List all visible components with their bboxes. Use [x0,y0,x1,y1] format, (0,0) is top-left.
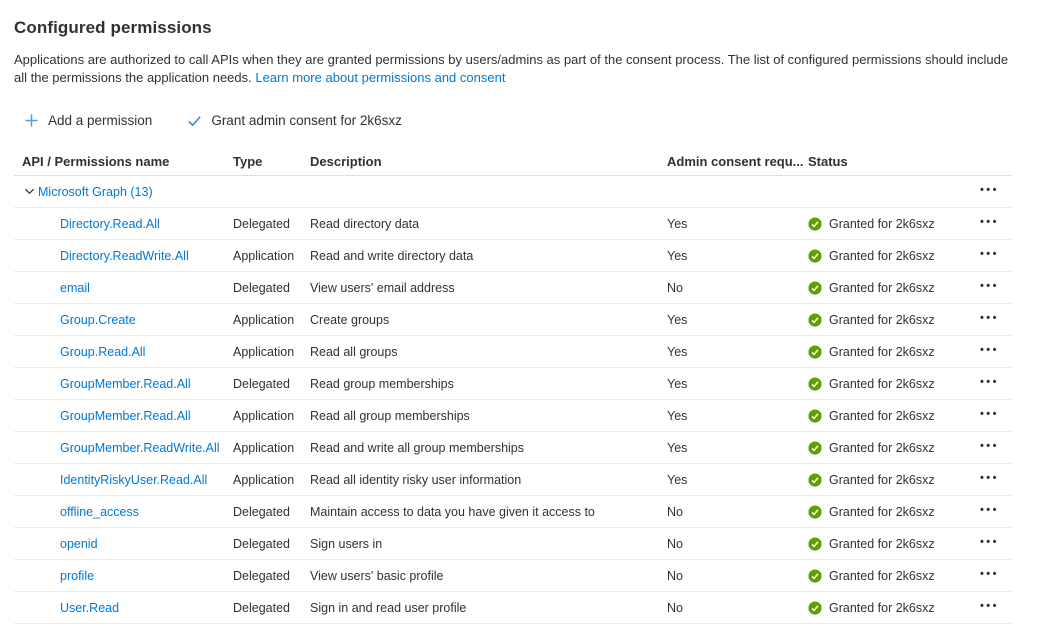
add-permission-button[interactable] [20,111,156,130]
admin-consent-required-value: Yes [667,248,688,263]
column-header-status: Status [808,153,848,169]
permission-description: View users' email address [310,280,455,295]
api-group-link[interactable]: Microsoft Graph (13) [38,184,153,199]
column-header-description: Description [310,153,382,169]
status-text: Granted for 2k6sxz [829,568,935,583]
permission-description: Sign users in [310,536,383,551]
status-text: Granted for 2k6sxz [829,344,935,359]
admin-consent-required-value: Yes [667,344,688,359]
permission-description: Read all group memberships [310,408,470,423]
status-text: Granted for 2k6sxz [829,504,935,519]
granted-check-icon [808,569,822,583]
status-text: Granted for 2k6sxz [829,600,935,615]
granted-check-icon [808,505,822,519]
row-more-button[interactable]: ••• [977,376,1002,392]
permission-name-link[interactable]: IdentityRiskyUser.Read.All [60,472,208,487]
table-row [14,240,1012,272]
table-body [14,208,1012,624]
permission-description: Maintain access to data you have given it access to [310,504,595,519]
row-more-button[interactable]: ••• [977,600,1002,616]
admin-consent-required-value: Yes [667,472,688,487]
row-more-button[interactable]: ••• [977,568,1002,584]
permission-name-link[interactable]: openid [60,536,98,551]
admin-consent-required-value: Yes [667,408,688,423]
permission-name-link[interactable]: offline_access [60,504,139,519]
permission-name-link[interactable]: email [60,280,90,295]
status-text: Granted for 2k6sxz [829,216,935,231]
table-row [14,560,1012,592]
permission-type: Application [233,440,295,455]
table-row [14,432,1012,464]
permission-name-link[interactable]: GroupMember.Read.All [60,376,191,391]
status-text: Granted for 2k6sxz [829,312,935,327]
status-text: Granted for 2k6sxz [829,408,935,423]
admin-consent-required-value: No [667,280,683,295]
granted-check-icon [808,345,822,359]
column-header-api-permissions-name: API / Permissions name [22,153,170,169]
permission-name-link[interactable]: User.Read [60,600,120,615]
add-permission-label: Add a permission [48,112,153,128]
table-row [14,304,1012,336]
permission-name-link[interactable]: Directory.Read.All [60,216,160,231]
permission-type: Application [233,312,295,327]
granted-check-icon [808,281,822,295]
table-header-row [14,147,1012,176]
permission-description: Read all groups [310,344,398,359]
group-more-button[interactable]: ••• [977,184,1002,200]
admin-consent-required-value: Yes [667,216,688,231]
row-more-button[interactable]: ••• [977,344,1002,360]
checkmark-icon [187,113,202,128]
permission-name-link[interactable]: profile [60,568,95,583]
table-row [14,464,1012,496]
granted-check-icon [808,473,822,487]
granted-check-icon [808,313,822,327]
column-header-admin-consent: Admin consent requ... [667,153,804,169]
page-description [14,51,1016,86]
permission-description: Read and write directory data [310,248,474,263]
granted-check-icon [808,249,822,263]
permission-name-link[interactable]: GroupMember.ReadWrite.All [60,440,220,455]
command-bar [14,107,1057,133]
table-row [14,400,1012,432]
permission-name-link[interactable]: Directory.ReadWrite.All [60,248,189,263]
granted-check-icon [808,377,822,391]
status-text: Granted for 2k6sxz [829,248,935,263]
row-more-button[interactable]: ••• [977,216,1002,232]
status-text: Granted for 2k6sxz [829,472,935,487]
page-title: Configured permissions [14,18,212,37]
permission-description: Read group memberships [310,376,454,391]
grant-admin-consent-button[interactable] [183,111,406,130]
permission-description: Read and write all group memberships [310,440,524,455]
plus-icon [24,113,39,128]
row-more-button[interactable]: ••• [977,440,1002,456]
granted-check-icon [808,217,822,231]
permission-type: Application [233,344,295,359]
permission-type: Delegated [233,280,290,295]
permission-type: Delegated [233,504,290,519]
admin-consent-required-value: Yes [667,376,688,391]
table-row [14,368,1012,400]
permission-description: Sign in and read user profile [310,600,467,615]
permission-description: Create groups [310,312,390,327]
permissions-table [14,147,1012,624]
table-row [14,336,1012,368]
admin-consent-required-value: Yes [667,440,688,455]
row-more-button[interactable]: ••• [977,280,1002,296]
row-more-button[interactable]: ••• [977,248,1002,264]
granted-check-icon [808,601,822,615]
table-row [14,528,1012,560]
permission-type: Delegated [233,568,290,583]
chevron-down-icon[interactable] [22,185,36,199]
permission-name-link[interactable]: Group.Create [60,312,136,327]
granted-check-icon [808,537,822,551]
table-row [14,592,1012,624]
status-text: Granted for 2k6sxz [829,536,935,551]
permission-type: Application [233,248,295,263]
admin-consent-required-value: No [667,568,683,583]
grant-admin-consent-label: Grant admin consent for 2k6sxz [211,112,402,128]
permission-type: Delegated [233,216,290,231]
admin-consent-required-value: No [667,600,683,615]
row-more-button[interactable]: ••• [977,408,1002,424]
learn-more-link[interactable]: Learn more about permissions and consent [255,69,506,85]
admin-consent-required-value: No [667,504,683,519]
permission-type: Delegated [233,376,290,391]
permission-description: View users' basic profile [310,568,444,583]
row-more-button[interactable]: ••• [977,312,1002,328]
granted-check-icon [808,441,822,455]
description-text: Applications are authorized to call APIs when they are granted permissions by users/admins as part of the consent process. The list of configured permissions should include all the permissions the application needs. [14,52,1009,85]
table-row [14,272,1012,304]
table-row [14,208,1012,240]
permission-description: Read directory data [310,216,420,231]
row-more-button[interactable]: ••• [977,536,1002,552]
permission-type: Delegated [233,536,290,551]
status-text: Granted for 2k6sxz [829,280,935,295]
permission-type: Delegated [233,600,290,615]
status-text: Granted for 2k6sxz [829,376,935,391]
permission-name-link[interactable]: GroupMember.Read.All [60,408,191,423]
granted-check-icon [808,409,822,423]
row-more-button[interactable]: ••• [977,472,1002,488]
admin-consent-required-value: No [667,536,683,551]
row-more-button[interactable]: ••• [977,504,1002,520]
permission-name-link[interactable]: Group.Read.All [60,344,146,359]
column-header-type: Type [233,153,263,169]
admin-consent-required-value: Yes [667,312,688,327]
permission-type: Application [233,408,295,423]
permission-type: Application [233,472,295,487]
permission-description: Read all identity risky user information [310,472,522,487]
status-text: Granted for 2k6sxz [829,440,935,455]
api-group-row [14,176,1012,208]
table-row [14,496,1012,528]
